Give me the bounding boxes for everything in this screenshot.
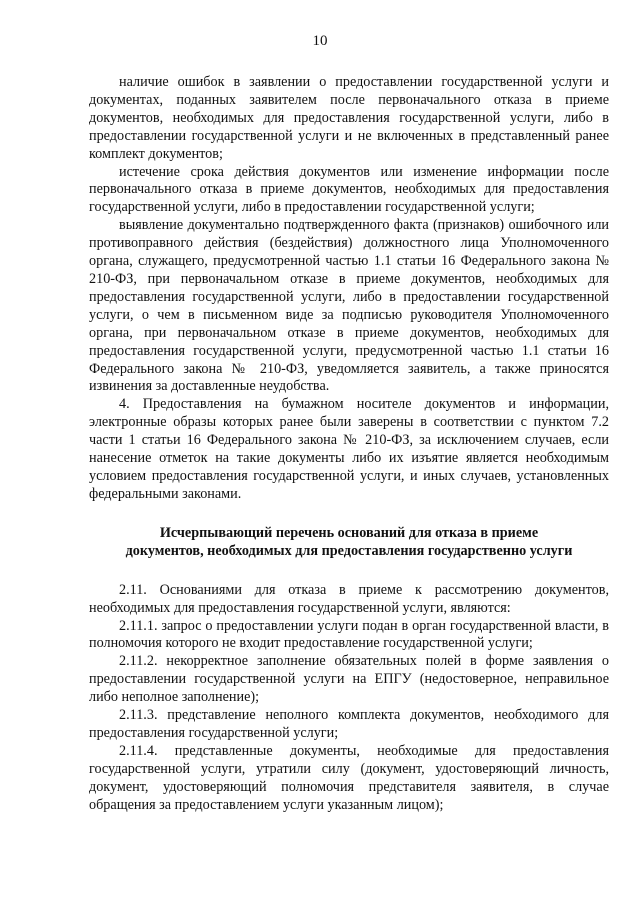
paragraph-2-11: 2.11. Основаниями для отказа в приеме к рассмотрению документов, необходимых для предоставления государственной услуги, являются: [89,581,609,616]
paragraph-document-expiry: истечение срока действия документов или изменение информации после первоначального отказа в приеме документов, необходимых для предоставления государственной услуги, либо в предоставлении государственной услуги; [89,163,609,216]
paragraph-2-11-3: 2.11.3. представление неполного комплекта документов, необходимого для предоставления государственной услуги; [89,707,609,741]
paragraph-errors-in-application: наличие ошибок в заявлении о предоставлении государственной услуги и документах, поданных заявителем после первоначального отказа в приеме документов, необходимых для предоставления государственной услуги, либо в предоставлении государственной услуги и не включенных в представленный ранее комплект документов; [89,74,609,162]
paragraph-2-11-4: 2.11.4. представленные документы, необходимые для предоставления государственной услуги, утратили силу (документ, удостоверяющий личность, документ, удостоверяющий полномочия представителя заявителя, в случае обращения за предоставлением услуги указанным лицом); [89,742,609,813]
page-number: 10 [312,33,328,49]
section-heading-line-1: Исчерпывающий перечень оснований для отказа в приеме [159,524,539,541]
paragraph-2-11-1: 2.11.1. запрос о предоставлении услуги подан в орган государственной власти, в полномочия которого не входит предоставление государственной услуги; [89,617,609,652]
paragraph-2-11-2: 2.11.2. некорректное заполнение обязательных полей в форме заявления о предоставлении государственной услуги на ЕПГУ (недостоверное, неправильное либо неполное заполнение); [89,653,609,706]
section-heading-line-2: документов, необходимых для предоставления государственно услуги [125,542,573,559]
paragraph-paper-documents: 4. Предоставления на бумажном носителе документов и информации, электронные образы которых ранее были заверены в соответствии с пунктом 7.2 части 1 статьи 16 Федерального закона № 210-ФЗ, за исключением случаев, если нанесение отметок на такие документы либо их изъятие является необходимым условием предоставления государственной услуги, и иных случаев, установленных федеральными законами. [89,396,609,502]
section-heading [89,524,609,560]
document-body [89,74,609,815]
paragraph-erroneous-action: выявление документально подтвержденного факта (признаков) ошибочного или противоправного действия (бездействия) должностного лица Уполномоченного органа, служащего, предусмотренной частью 1.1 статьи 16 Федерального закона № 210-ФЗ, при первоначальном отказе в приеме документов, необходимых для предоставления государственной услуги, либо в предоставлении государственной услуги, о чем в письменном виде за подписью руководителя Уполномоченного органа, при первоначальном отказе в приеме документов, необходимых для предоставления государственной услуги, предусмотренной частью 1.1 статьи 16 Федерального закона № 210-ФЗ, уведомляется заявитель, а также приносятся извинения за доставленные неудобства. [89,217,609,395]
